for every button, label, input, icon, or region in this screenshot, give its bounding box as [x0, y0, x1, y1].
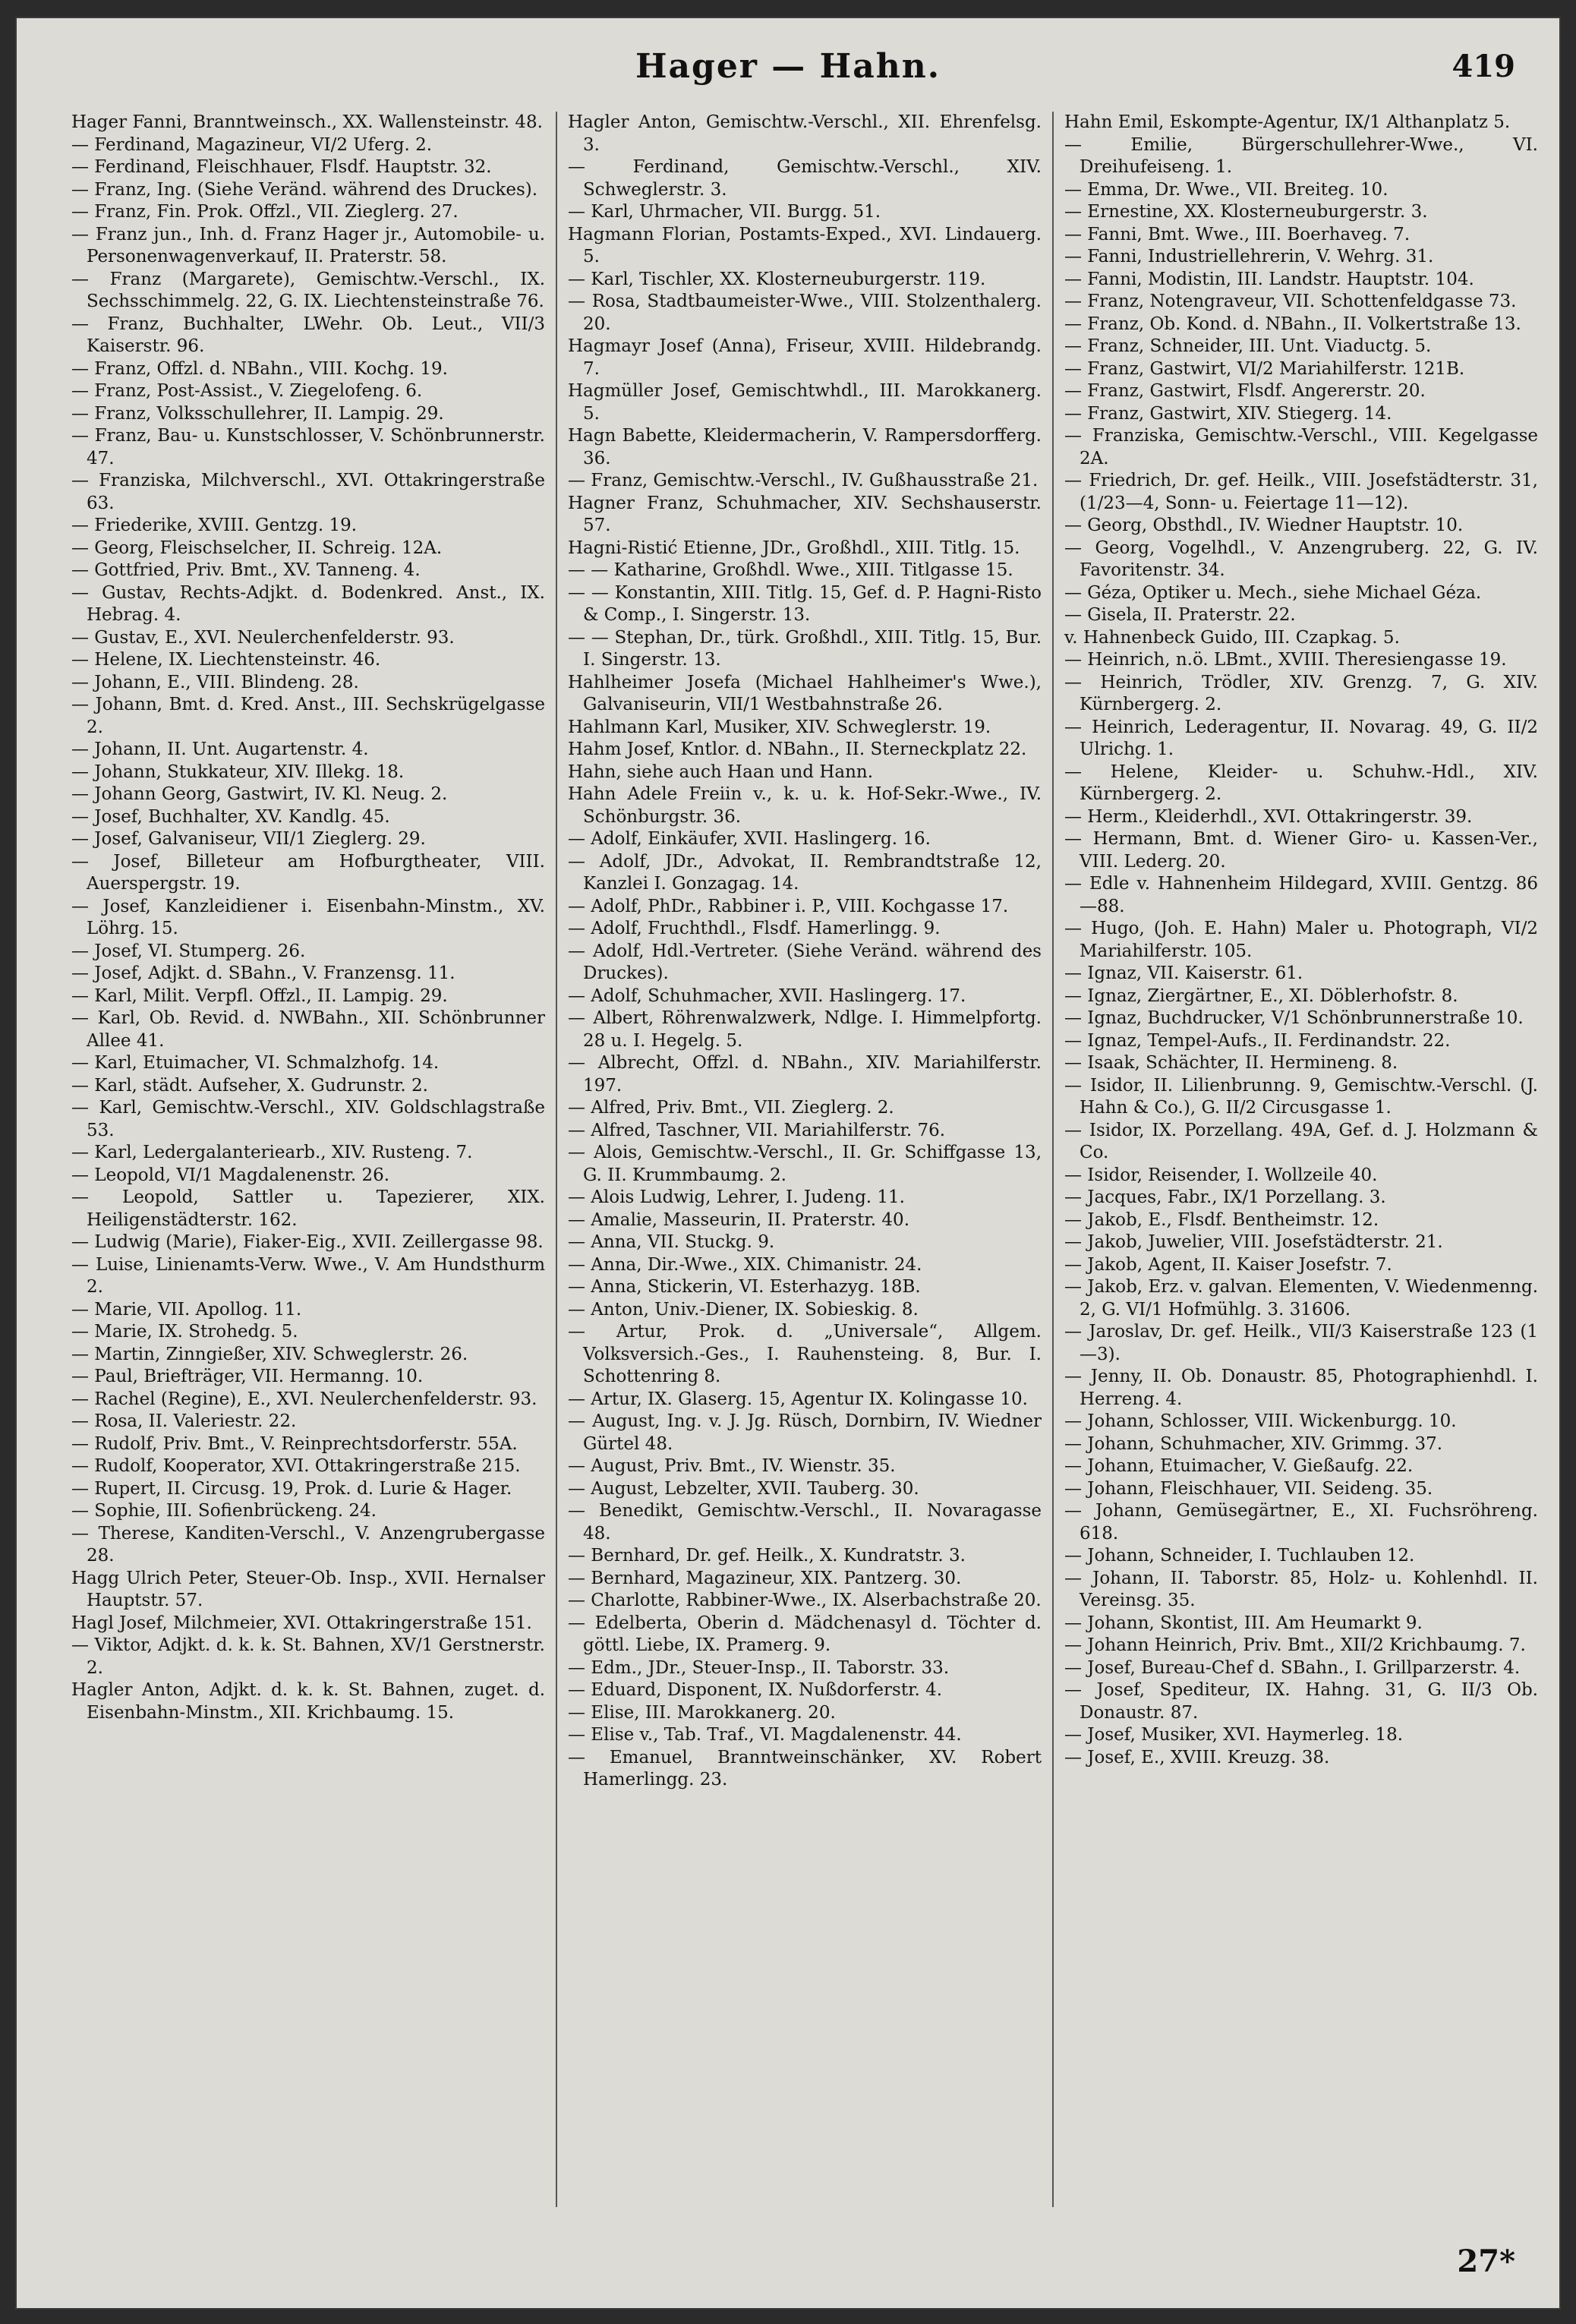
directory-entry: — Alfred, Taschner, VII. Mariahilferstr. 76.	[568, 1120, 946, 1140]
directory-entry: — Karl, Milit. Verpfl. Offzl., II. Lampig. 29.	[71, 985, 448, 1006]
directory-entry: — Karl, Etuimacher, VI. Schmalzhofg. 14.	[71, 1053, 440, 1073]
directory-entry: — Franz jun., Inh. d. Franz Hager jr., Automobile- u. Personenwagenverkauf, II. Praterstr. 58.	[71, 224, 545, 266]
directory-entry: — Karl, Ob. Revid. d. NWBahn., XII. Schönbrunner Allee 41.	[71, 1008, 545, 1051]
directory-entry: — — Katharine, Großhdl. Wwe., XIII. Titlgasse 15.	[568, 560, 1013, 580]
directory-entry: — Adolf, PhDr., Rabbiner i. P., VIII. Kochgasse 17.	[568, 896, 1009, 916]
directory-entry: — Rosa, Stadtbaumeister-Wwe., VIII. Stolzenthalerg. 20.	[568, 292, 1042, 334]
directory-entry: — Johann, Bmt. d. Kred. Anst., III. Sechskrügelgasse 2.	[71, 695, 545, 737]
directory-entry: — Herm., Kleiderhdl., XVI. Ottakringerstr. 39.	[1064, 806, 1473, 827]
directory-entry: — Luise, Linienamts-Verw. Wwe., V. Am Hundsthurm 2.	[71, 1254, 545, 1297]
directory-page	[15, 17, 1561, 2310]
directory-entry: — Rupert, II. Circusg. 19, Prok. d. Lurie & Hager.	[71, 1478, 512, 1499]
directory-entry: — Artur, IX. Glaserg. 15, Agentur IX. Kolingasse 10.	[568, 1389, 1028, 1409]
directory-entry: — Josef, Buchhalter, XV. Kandlg. 45.	[71, 806, 390, 827]
directory-entry: — Johann, Etuimacher, V. Gießaufg. 22.	[1064, 1456, 1414, 1476]
directory-entry: — Franz (Margarete), Gemischtw.-Verschl., IX. Sechsschimmelg. 22, G. IX. Liechtensteinstraße 76.	[71, 269, 545, 311]
directory-entry: — August, Priv. Bmt., IV. Wienstr. 35.	[568, 1456, 896, 1476]
directory-entry: — Johann, Gemüsegärtner, E., XI. Fuchsröhreng. 618.	[1064, 1501, 1538, 1544]
directory-entry: — Marie, IX. Strohedg. 5.	[71, 1322, 298, 1342]
directory-entry: — Franz, Gastwirt, XIV. Stiegerg. 14.	[1064, 403, 1392, 424]
column-3	[1054, 112, 1549, 2207]
directory-entry: — Amalie, Masseurin, II. Praterstr. 40.	[568, 1209, 910, 1230]
directory-entry: — Gottfried, Priv. Bmt., XV. Tanneng. 4.	[71, 560, 421, 580]
directory-entry: Hahn Emil, Eskompte-Agentur, IX/1 Althanplatz 5.	[1064, 112, 1511, 132]
directory-entry: — Franz, Bau- u. Kunstschlosser, V. Schönbrunnerstr. 47.	[71, 426, 545, 468]
directory-entry: Hagni-Ristić Etienne, JDr., Großhdl., XIII. Titlg. 15.	[568, 538, 1020, 558]
directory-entry: — Sophie, III. Sofienbrückeng. 24.	[71, 1501, 377, 1521]
directory-entry: — Jakob, Erz. v. galvan. Elementen, V. Wiedenmenng. 2, G. VI/1 Hofmühlg. 3. 31606.	[1064, 1277, 1538, 1320]
directory-entry: — — Stephan, Dr., türk. Großhdl., XIII. Titlg. 15, Bur. I. Singerstr. 13.	[568, 627, 1042, 670]
directory-entry: — Isidor, II. Lilienbrunng. 9, Gemischtw.-Verschl. (J. Hahn & Co.), G. II/2 Circusgasse 1.	[1064, 1075, 1538, 1118]
directory-entry: — Elise, III. Marokkanerg. 20.	[568, 1702, 836, 1723]
directory-entry: — Josef, Galvaniseur, VII/1 Zieglerg. 29.	[71, 829, 426, 849]
directory-entry: Hahlheimer Josefa (Michael Hahlheimer's Wwe.), Galvaniseurin, VII/1 Westbahnstraße 26.	[568, 672, 1042, 714]
directory-entry: — Hermann, Bmt. d. Wiener Giro- u. Kassen-Ver., VIII. Lederg. 20.	[1064, 829, 1538, 872]
directory-entry: — Ernestine, XX. Klosterneuburgerstr. 3.	[1064, 202, 1428, 222]
directory-entry: — Charlotte, Rabbiner-Wwe., IX. Alserbachstraße 20.	[568, 1591, 1042, 1610]
directory-columns	[61, 112, 1549, 2207]
directory-entry: — Franz, Schneider, III. Unt. Viaductg. 5.	[1064, 336, 1432, 356]
directory-entry: — Josef, Bureau-Chef d. SBahn., I. Grillparzerstr. 4.	[1064, 1657, 1521, 1678]
directory-entry: — Marie, VII. Apollog. 11.	[71, 1299, 302, 1320]
directory-entry: — Josef, E., XVIII. Kreuzg. 38.	[1064, 1747, 1330, 1767]
directory-entry: — Emanuel, Branntweinschänker, XV. Robert Hamerlingg. 23.	[568, 1747, 1042, 1790]
directory-entry: — Franziska, Milchverschl., XVI. Ottakringerstraße 63.	[71, 471, 545, 513]
directory-entry: — Franz, Offzl. d. NBahn., VIII. Kochg. 19.	[71, 358, 448, 379]
directory-entry: — Adolf, Schuhmacher, XVII. Haslingerg. 17.	[568, 985, 966, 1006]
directory-entry: — Gisela, II. Praterstr. 22.	[1064, 605, 1296, 625]
directory-entry: — Rudolf, Kooperator, XVI. Ottakringerstraße 215.	[71, 1456, 521, 1476]
directory-entry: Hagler Anton, Gemischtw.-Verschl., XII. Ehrenfelsg. 3.	[568, 112, 1042, 155]
directory-entry: — Heinrich, Trödler, XIV. Grenzg. 7, G. XIV. Kürnbergerg. 2.	[1064, 672, 1538, 714]
directory-entry: — Ignaz, Tempel-Aufs., II. Ferdinandstr. 22.	[1064, 1030, 1451, 1051]
directory-entry: Hager Fanni, Branntweinsch., XX. Wallensteinstr. 48.	[71, 112, 543, 132]
page-number: 419	[1451, 49, 1515, 84]
directory-entry: — Edle v. Hahnenheim Hildegard, XVIII. Gentzg. 86—88.	[1064, 874, 1538, 916]
directory-entry: — Anna, Dir.-Wwe., XIX. Chimanistr. 24.	[568, 1254, 922, 1275]
directory-entry: Hagmayr Josef (Anna), Friseur, XVIII. Hildebrandg. 7.	[568, 336, 1042, 379]
directory-entry: — Franz, Fin. Prok. Offzl., VII. Zieglerg. 27.	[71, 202, 459, 222]
directory-entry: — Emma, Dr. Wwe., VII. Breiteg. 10.	[1064, 179, 1388, 200]
directory-entry: — Edelberta, Oberin d. Mädchenasyl d. Töchter d. göttl. Liebe, IX. Pramerg. 9.	[568, 1613, 1042, 1655]
directory-entry: — Johann, Schneider, I. Tuchlauben 12.	[1064, 1546, 1415, 1566]
directory-entry: — August, Lebzelter, XVII. Tauberg. 30.	[568, 1478, 919, 1499]
directory-entry: — Josef, VI. Stumperg. 26.	[71, 941, 306, 961]
directory-entry: Hagl Josef, Milchmeier, XVI. Ottakringerstraße 151.	[71, 1613, 532, 1633]
directory-entry: Hagmüller Josef, Gemischtwhdl., III. Marokkanerg. 5.	[568, 381, 1042, 424]
directory-entry: — Helene, IX. Liechtensteinstr. 46.	[71, 650, 381, 670]
directory-entry: — Adolf, Hdl.-Vertreter. (Siehe Veränd. während des Druckes).	[568, 941, 1042, 983]
directory-entry: — Alois, Gemischtw.-Verschl., II. Gr. Schiffgasse 13, G. II. Krummbaumg. 2.	[568, 1143, 1042, 1185]
directory-entry: — Leopold, VI/1 Magdalenenstr. 26.	[71, 1165, 390, 1185]
directory-entry: — Isidor, IX. Porzellang. 49A, Gef. d. J. Holzmann & Co.	[1064, 1120, 1538, 1162]
directory-entry: — Rosa, II. Valeriestr. 22.	[71, 1411, 297, 1431]
directory-entry: — Karl, Tischler, XX. Klosterneuburgerstr. 119.	[568, 269, 986, 289]
directory-entry: — Isaak, Schächter, II. Hermineng. 8.	[1064, 1053, 1398, 1073]
directory-entry: — Franz, Notengraveur, VII. Schottenfeldgasse 73.	[1064, 292, 1517, 311]
directory-entry: — Josef, Spediteur, IX. Hahng. 31, G. II/3 Ob. Donaustr. 87.	[1064, 1680, 1538, 1723]
directory-entry: — Adolf, JDr., Advokat, II. Rembrandtstraße 12, Kanzlei I. Gonzagag. 14.	[568, 851, 1042, 894]
page-header	[15, 47, 1561, 108]
directory-entry: — Fanni, Modistin, III. Landstr. Hauptstr. 104.	[1064, 269, 1474, 289]
directory-entry: — Rudolf, Priv. Bmt., V. Reinprechtsdorferstr. 55A.	[71, 1433, 518, 1454]
directory-entry: — Josef, Musiker, XVI. Haymerleg. 18.	[1064, 1725, 1404, 1745]
directory-entry: — Heinrich, n.ö. LBmt., XVIII. Theresiengasse 19.	[1064, 650, 1507, 670]
signature-mark: 27*	[1457, 2244, 1515, 2279]
directory-entry: — Anton, Univ.-Diener, IX. Sobieskig. 8.	[568, 1299, 919, 1320]
directory-entry: — Isidor, Reisender, I. Wollzeile 40.	[1064, 1165, 1378, 1185]
directory-entry: — Franz, Buchhalter, LWehr. Ob. Leut., VII/3 Kaiserstr. 96.	[71, 314, 545, 356]
page-title: Hager — Hahn.	[635, 47, 941, 86]
directory-entry: — Jakob, E., Flsdf. Bentheimstr. 12.	[1064, 1209, 1379, 1230]
directory-entry: Hagn Babette, Kleidermacherin, V. Rampersdorfferg. 36.	[568, 426, 1042, 468]
directory-entry: — Karl, städt. Aufseher, X. Gudrunstr. 2.	[71, 1075, 428, 1096]
directory-entry: — Rachel (Regine), E., XVI. Neulerchenfelderstr. 93.	[71, 1389, 537, 1409]
directory-entry: — Emilie, Bürgerschullehrer-Wwe., VI. Dreihufeiseng. 1.	[1064, 134, 1538, 177]
directory-entry: Hahlmann Karl, Musiker, XIV. Schweglerstr. 19.	[568, 717, 991, 737]
directory-entry: — Georg, Obsthdl., IV. Wiedner Hauptstr. 10.	[1064, 516, 1464, 535]
directory-entry: — Leopold, Sattler u. Tapezierer, XIX. Heiligenstädterstr. 162.	[71, 1187, 545, 1230]
directory-entry: — — Konstantin, XIII. Titlg. 15, Gef. d. P. Hagni-Risto & Comp., I. Singerstr. 13.	[568, 582, 1042, 625]
directory-entry: — Albert, Röhrenwalzwerk, Ndlge. I. Himmelpfortg. 28 u. I. Hegelg. 5.	[568, 1008, 1042, 1051]
directory-entry: — Johann, II. Unt. Augartenstr. 4.	[71, 739, 369, 759]
directory-entry: — Franz, Gastwirt, VI/2 Mariahilferstr. 121B.	[1064, 358, 1465, 379]
directory-entry: Hagner Franz, Schuhmacher, XIV. Sechshauserstr. 57.	[568, 493, 1042, 535]
directory-entry: — Ferdinand, Gemischtw.-Verschl., XIV. Schweglerstr. 3.	[568, 157, 1042, 200]
directory-entry: — Johann, Stukkateur, XIV. Illekg. 18.	[71, 762, 405, 782]
directory-entry: Hahm Josef, Kntlor. d. NBahn., II. Sterneckplatz 22.	[568, 739, 1027, 759]
directory-entry: — Georg, Vogelhdl., V. Anzengruberg. 22, G. IV. Favoritenstr. 34.	[1064, 538, 1538, 580]
directory-entry: — Ignaz, VII. Kaiserstr. 61.	[1064, 963, 1303, 983]
directory-entry: — Gustav, E., XVI. Neulerchenfelderstr. 93.	[71, 627, 455, 648]
column-2	[557, 112, 1054, 2207]
directory-entry: — Alfred, Priv. Bmt., VII. Zieglerg. 2.	[568, 1098, 894, 1118]
directory-entry: — Adolf, Einkäufer, XVII. Haslingerg. 16.	[568, 829, 931, 849]
directory-entry: — Karl, Ledergalanteriearb., XIV. Rusteng. 7.	[71, 1143, 473, 1162]
directory-entry: — Fanni, Bmt. Wwe., III. Boerhaveg. 7.	[1064, 224, 1411, 244]
directory-entry: — Johann, Schuhmacher, XIV. Grimmg. 37.	[1064, 1433, 1443, 1454]
directory-entry: — Edm., JDr., Steuer-Insp., II. Taborstr. 33.	[568, 1657, 950, 1678]
directory-entry: — Eduard, Disponent, IX. Nußdorferstr. 4.	[568, 1680, 943, 1700]
directory-entry: — Josef, Billeteur am Hofburgtheater, VIII. Auerspergstr. 19.	[71, 851, 545, 894]
column-1	[61, 112, 557, 2207]
directory-entry: — Paul, Briefträger, VII. Hermanng. 10.	[71, 1367, 424, 1386]
directory-entry: — Therese, Kanditen-Verschl., V. Anzengrubergasse 28.	[71, 1523, 545, 1566]
directory-entry: — Karl, Gemischtw.-Verschl., XIV. Goldschlagstraße 53.	[71, 1098, 545, 1140]
directory-entry: — Franz, Gastwirt, Flsdf. Angererstr. 20.	[1064, 381, 1426, 401]
directory-entry: Hagler Anton, Adjkt. d. k. k. St. Bahnen, zuget. d. Eisenbahn-Minstm., XII. Krichbaumg. 15.	[71, 1680, 545, 1723]
directory-entry: — Bernhard, Magazineur, XIX. Pantzerg. 30.	[568, 1568, 962, 1588]
directory-entry: — Johann, Skontist, III. Am Heumarkt 9.	[1064, 1613, 1423, 1633]
directory-entry: — Martin, Zinngießer, XIV. Schweglerstr. 26.	[71, 1344, 468, 1364]
directory-entry: — Ignaz, Buchdrucker, V/1 Schönbrunnerstraße 10.	[1064, 1008, 1524, 1028]
directory-entry: — Johann Heinrich, Priv. Bmt., XII/2 Krichbaumg. 7.	[1064, 1635, 1526, 1655]
directory-entry: — Helene, Kleider- u. Schuhw.-Hdl., XIV. Kürnbergerg. 2.	[1064, 762, 1538, 804]
directory-entry: — Franz, Volksschullehrer, II. Lampig. 29.	[71, 403, 444, 424]
directory-entry: — Johann, E., VIII. Blindeng. 28.	[71, 672, 359, 692]
directory-entry: — Josef, Kanzleidiener i. Eisenbahn-Minstm., XV. Löhrg. 15.	[71, 896, 545, 938]
directory-entry: — Bernhard, Dr. gef. Heilk., X. Kundratstr. 3.	[568, 1546, 966, 1566]
directory-entry: — Jacques, Fabr., IX/1 Porzellang. 3.	[1064, 1187, 1386, 1207]
directory-entry: — Friedrich, Dr. gef. Heilk., VIII. Josefstädterstr. 31, (1/23—4, Sonn- u. Feiertage 11—12).	[1064, 471, 1538, 513]
directory-entry: — Friederike, XVIII. Gentzg. 19.	[71, 516, 358, 535]
directory-entry: — Franz, Gemischtw.-Verschl., IV. Gußhausstraße 21.	[568, 471, 1039, 490]
directory-entry: — Johann, Schlosser, VIII. Wickenburgg. 10.	[1064, 1411, 1457, 1431]
directory-entry: — Georg, Fleischselcher, II. Schreig. 12A.	[71, 538, 443, 558]
directory-entry: — Ferdinand, Magazineur, VI/2 Uferg. 2.	[71, 134, 433, 155]
directory-entry: — Franz, Ob. Kond. d. NBahn., II. Volkertstraße 13.	[1064, 314, 1521, 334]
directory-entry: — Artur, Prok. d. „Universale“, Allgem. Volksversich.-Ges., I. Rauhensteing. 8, Bur. I. Schottenring 8.	[568, 1322, 1042, 1386]
directory-entry: — Albrecht, Offzl. d. NBahn., XIV. Mariahilferstr. 197.	[568, 1053, 1042, 1096]
directory-entry: — Viktor, Adjkt. d. k. k. St. Bahnen, XV/1 Gerstnerstr. 2.	[71, 1635, 545, 1678]
directory-entry: — Johann Georg, Gastwirt, IV. Kl. Neug. 2.	[71, 784, 448, 804]
directory-entry: — Heinrich, Lederagentur, II. Novarag. 49, G. II/2 Ulrichg. 1.	[1064, 717, 1538, 759]
directory-entry: — Franz, Post-Assist., V. Ziegelofeng. 6.	[71, 381, 423, 401]
directory-entry: — Gustav, Rechts-Adjkt. d. Bodenkred. Anst., IX. Hebrag. 4.	[71, 582, 545, 625]
directory-entry: — Géza, Optiker u. Mech., siehe Michael Géza.	[1064, 582, 1482, 603]
directory-entry: — Franz, Ing. (Siehe Veränd. während des Druckes).	[71, 179, 538, 200]
directory-entry: — Anna, Stickerin, VI. Esterhazyg. 18B.	[568, 1277, 921, 1297]
directory-entry: Hagg Ulrich Peter, Steuer-Ob. Insp., XVII. Hernalser Hauptstr. 57.	[71, 1568, 545, 1610]
directory-entry: — Fanni, Industriellehrerin, V. Wehrg. 31.	[1064, 247, 1434, 266]
directory-entry: — Jakob, Juwelier, VIII. Josefstädterstr. 21.	[1064, 1232, 1443, 1252]
directory-entry: v. Hahnenbeck Guido, III. Czapkag. 5.	[1064, 627, 1400, 648]
directory-entry: — Jaroslav, Dr. gef. Heilk., VII/3 Kaiserstraße 123 (1—3).	[1064, 1322, 1538, 1364]
directory-entry: — Johann, II. Taborstr. 85, Holz- u. Kohlenhdl. II. Vereinsg. 35.	[1064, 1568, 1538, 1610]
directory-entry: Hahn, siehe auch Haan und Hann.	[568, 762, 874, 782]
directory-entry: — Jakob, Agent, II. Kaiser Josefstr. 7.	[1064, 1254, 1392, 1275]
directory-entry: — Ignaz, Ziergärtner, E., XI. Döblerhofstr. 8.	[1064, 985, 1458, 1006]
directory-entry: — Adolf, Fruchthdl., Flsdf. Hamerlingg. 9.	[568, 919, 941, 938]
directory-entry: — August, Ing. v. J. Jg. Rüsch, Dornbirn, IV. Wiedner Gürtel 48.	[568, 1411, 1042, 1454]
directory-entry: — Alois Ludwig, Lehrer, I. Judeng. 11.	[568, 1187, 905, 1207]
directory-entry: — Josef, Adjkt. d. SBahn., V. Franzensg. 11.	[71, 963, 455, 983]
directory-entry: — Hugo, (Joh. E. Hahn) Maler u. Photograph, VI/2 Mariahilferstr. 105.	[1064, 919, 1538, 961]
directory-entry: — Benedikt, Gemischtw.-Verschl., II. Novaragasse 48.	[568, 1501, 1042, 1544]
directory-entry: Hagmann Florian, Postamts-Exped., XVI. Lindauerg. 5.	[568, 224, 1042, 266]
directory-entry: — Johann, Fleischhauer, VII. Seideng. 35.	[1064, 1478, 1433, 1499]
directory-entry: — Anna, VII. Stuckg. 9.	[568, 1232, 775, 1252]
directory-entry: — Ludwig (Marie), Fiaker-Eig., XVII. Zeillergasse 98.	[71, 1232, 544, 1252]
directory-entry: — Jenny, II. Ob. Donaustr. 85, Photographienhdl. I. Herreng. 4.	[1064, 1367, 1538, 1409]
directory-entry: — Elise v., Tab. Traf., VI. Magdalenenstr. 44.	[568, 1725, 962, 1745]
directory-entry: Hahn Adele Freiin v., k. u. k. Hof-Sekr.-Wwe., IV. Schönburgstr. 36.	[568, 784, 1042, 827]
directory-entry: — Franziska, Gemischtw.-Verschl., VIII. Kegelgasse 2A.	[1064, 426, 1538, 468]
directory-entry: — Ferdinand, Fleischhauer, Flsdf. Hauptstr. 32.	[71, 157, 492, 177]
directory-entry: — Karl, Uhrmacher, VII. Burgg. 51.	[568, 202, 881, 222]
